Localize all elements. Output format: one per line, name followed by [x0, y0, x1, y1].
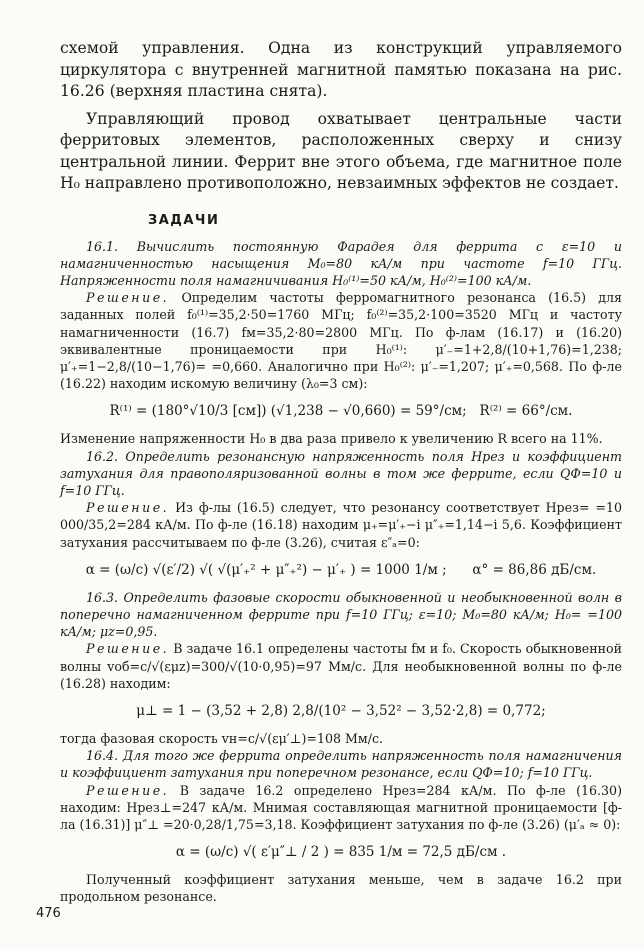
problem-solution — [60, 782, 622, 834]
problem-conclusion: Полученный коэффициент затухания меньше, чем в задаче 16.2 при продольном резонансе. — [60, 872, 622, 905]
equation: R⁽¹⁾ = (180°√10/3 [см]) (√1,238 − √0,660) = 59°/см; R⁽²⁾ = 66°/см. — [109, 403, 573, 420]
equation: α = (ω/c) √( ε′μ″⊥ / 2 ) = 835 1/м = 72,5 дБ/см . — [175, 844, 507, 861]
solution-label: Решение. — [86, 641, 170, 657]
problem-16-2 — [60, 448, 622, 580]
solution-label: Решение. — [86, 290, 170, 306]
section-heading: ЗАДАЧИ — [148, 212, 220, 228]
problem-16-3 — [60, 589, 622, 747]
page-content — [60, 38, 622, 906]
intro-paragraph-1: схемой управления. Одна из конструкций управляемого циркулятора с внутренней магнитной памятью показана на рис. 16.26 (верхняя пластина снята). — [60, 39, 622, 100]
problem-solution — [60, 499, 622, 551]
equation: μ⊥ = 1 − (3,52 + 2,8) 2,8/(10² − 3,52² − 3,52·2,8) = 0,772; — [136, 702, 546, 719]
problem-statement: 16.1. Вычислить постоянную Фарадея для феррита с ε=10 и намагниченностью насыщения M₀=80 кА/м при частоте f=10 ГГц. Напряженности поля намагничивания H₀⁽¹⁾=50 кА/м, H₀⁽²⁾=100 кА/м. — [60, 238, 622, 288]
problem-solution — [60, 640, 622, 692]
page-number: 476 — [36, 906, 61, 921]
equation: α = (ω/c) √(ε′/2) √( √(μ′₊² + μ″₊²) − μ′₊ ) = 1000 1/м ; α° = 86,86 дБ/см. — [85, 561, 597, 578]
problem-statement: 16.3. Определить фазовые скорости обыкновенной и необыкновенной волн в поперечно намагниченном феррите при f=10 ГГц; ε=10; M₀=80 кА/м; H₀= =100 кА/м; μz=0,95. — [60, 589, 622, 640]
problem-16-1 — [60, 238, 622, 448]
problem-statement: 16.2. Определить резонансную напряженность поля Hрез и коэффициент затухания для правополяризованной волны в том же феррите, если QФ=10 и f=10 ГГц. — [60, 448, 622, 498]
problem-conclusion: Изменение напряженности H₀ в два раза привело к увеличению R всего на 11%. — [60, 431, 603, 447]
solution-text: Из ф-лы (16.5) следует, что резонансу соответствует Hрез= =10 000/35,2=284 кА/м. По ф-ле (16.18) находим μ₊=μ′₊−i μ″₊=1,14−i 5,6. Коэффициент затухания рассчитываем по ф-ле (3.26), считая ε″ₐ=0: — [60, 500, 622, 550]
solution-text: В задаче 16.1 определены частоты fм и f₀. Скорость обыкновенной волны vоб=c/√(εμz)=300/√(10·0,95)=97 Мм/с. Для необыкновенной волны по ф-ле (16.28) находим: — [60, 641, 622, 691]
solution-text: Определим частоты ферромагнитного резонанса (16.5) для заданных полей f₀⁽¹⁾=35,2·50=1760 МГц; f₀⁽²⁾=35,2·100=3520 МГц и частоту намагниченности (16.7) fм=35,2·80=2800 МГц. По ф-лам (16.17) и (16.20) эквивалентные проницаемости при H₀⁽¹⁾: μ′₋=1+2,8/(10+1,76)=1,238; μ′₊=1−2,8/(10−1,76)= =0,660. Аналогично при H₀⁽²⁾: μ′₋=1,207; μ′₊=0,568. По ф-ле (16.22) находим искомую величину (λ₀=3 см): — [60, 290, 622, 392]
solution-label: Решение. — [86, 500, 170, 516]
solution-label: Решение. — [86, 782, 170, 798]
problem-solution — [60, 289, 622, 392]
problem-16-4 — [60, 747, 622, 905]
problem-statement: 16.4. Для того же феррита определить напряженность поля намагничения и коэффициент затухания при поперечном резонансе, если QФ=10; f=10 ГГц. — [60, 748, 622, 781]
solution-text: В задаче 16.2 определено Hрез=284 кА/м. По ф-ле (16.30) находим: Hрез⊥=247 кА/м. Мнимая составляющая магнитной проницаемости [ф-ла (16.31)] μ″⊥ =20·0,28/1,75=3,18. Коэффициент затухания по ф-ле (3.26) (μ′ₐ ≈ 0): — [60, 782, 622, 832]
intro-paragraph-2: Управляющий провод охватывает центральные части ферритовых элементов, расположенных сверху и снизу центральной линии. Феррит вне этого объема, где магнитное поле H₀ направлено противоположно, невзаимных эффектов не создает. — [60, 109, 622, 192]
problem-conclusion: тогда фазовая скорость vн=c/√(εμ′⊥)=108 Мм/с. — [60, 730, 384, 746]
